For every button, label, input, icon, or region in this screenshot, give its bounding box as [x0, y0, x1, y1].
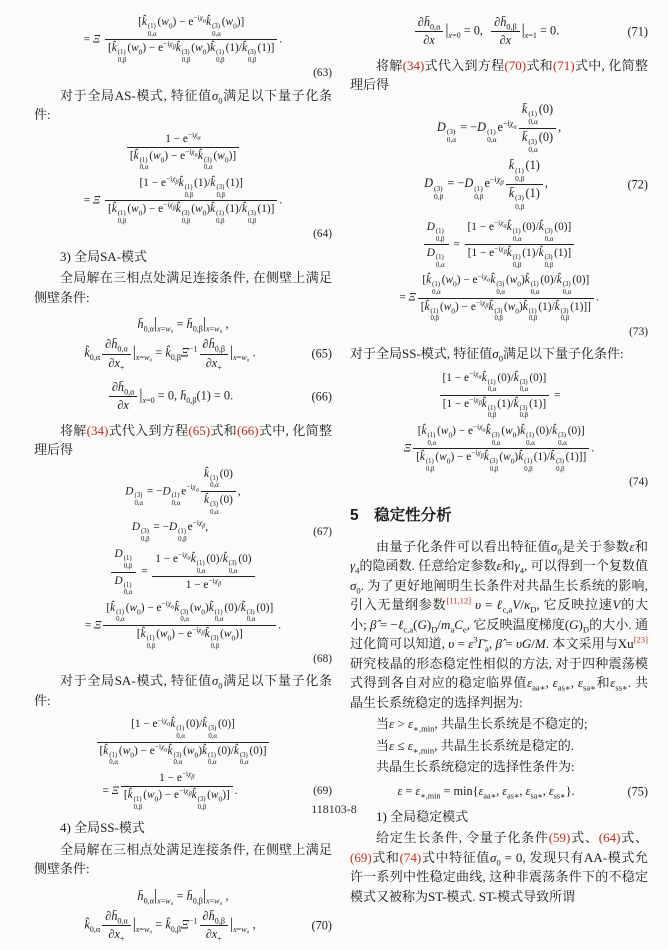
paragraph: 3) 全局SA-模式: [60, 248, 148, 264]
reference-link[interactable]: [11,12]: [446, 595, 472, 606]
paragraph: 4) 全局SS-模式: [60, 820, 145, 836]
equation: [34, 715, 332, 813]
reference-link[interactable]: (74): [399, 849, 422, 865]
equation-body: D (3) 0,β = −D (1) 0,β $e^{-i\chi_\beta}$ k̄ (1) 0,β (1) k̄ (3) 0,β (1) ,: [424, 158, 548, 211]
paragraph: 给定生长条件, 令量子化条件(59)式、(64)式、(69)式和(74)式中特征值$\sigma_0 = 0$, 发现只有AA-模式允许一系列中性稳定曲线, 这种非震荡条件下的不稳定模式又被称为ST-模式. ST-模式导致所谓: [350, 830, 648, 904]
equation-body: D (3) 0,β = −D (1) 0,β $e^{-i\chi_\beta}$,: [131, 518, 209, 543]
equation-number: (69): [313, 784, 332, 797]
reference-link[interactable]: (59): [548, 830, 571, 846]
equation: [34, 130, 332, 242]
equation: [34, 465, 332, 667]
equation: [350, 100, 648, 213]
equation: [34, 13, 332, 81]
paragraph: 当$\varepsilon \le \varepsilon_{∗,min}$, 共晶生长系统是稳定的.: [376, 737, 574, 756]
equation-number: (63): [313, 67, 332, 80]
equation: [34, 378, 332, 416]
equation-number: (73): [629, 325, 648, 338]
equation-number: (74): [629, 476, 648, 489]
equation-body: D (1) 0,β D (1) 0,α = [$1 - e^{-i\chi_\alpha}k̂$ (1) 0,α (0)/k̂ (3) 0,α (0)] [$1 - e^{-i\chi_\beta}k̂$ (1) 0,β (1)/k̂ (3) 0,β (1)]: [422, 220, 577, 269]
equation-body: $\varepsilon = \varepsilon_{∗,min} = \min\{\varepsilon_{aa∗}$, $\varepsilon_{as∗}$, $\varepsilon_{sa∗}$, $\varepsilon_{ss∗}$}.: [397, 784, 575, 801]
equation-number: (68): [313, 653, 332, 666]
equation: [350, 13, 648, 51]
paragraph: 由量子化条件可以看出特征值$\sigma_0$是关于参数ε和$\gamma_4$的隐函数. 任意给定参数ε和$\gamma_4$, 可以得到一个复数值$\sigma_0$. 为了更好地阐明生长条件对共晶生长系统的影响, 引入无量纲参数[11,12] $\upsilon = \ell_{c,a}V/\kappa_D$, 它反映拉速V的大小; β̂ = $-\ell_{c,a}(G)_D/m_aC_e$, 它反映温度梯度$(G)_D$的大小. 通过化简可以知道, $\upsilon = \varepsilon^3\Gammā_a$, β̂ = υG/M. 本文采用与Xu[23]研究枝晶的形态稳定性相似的方法, 对于四种震荡模式得到各自对应的稳定临界值$\varepsilon_{aa∗}$, $\varepsilon_{as∗}$, $\varepsilon_{sa∗}$和$\varepsilon_{ss∗}$. 共晶生长系统稳定的选择判据为:: [350, 538, 649, 710]
equation-body: = Ξ [k̂ (1) 0,α $(w_0)$ − $e^{-i\chi_\alpha}k̂$ (3) 0,α $(w_0)$] [k̂ (1) 0,β $(w_0)$ − $e^{-i\chi_\beta}k̂$ (3) 0,β $(w_0)k̂$ (1) 0,β (1)/k̂ (3) 0,β (1)] .: [83, 13, 283, 64]
paragraph: 将解(34)式代入到方程(65)式和(66)式中, 化简整理后得: [34, 422, 332, 458]
page-number: 118103-8: [311, 802, 357, 816]
reference-link[interactable]: (70): [504, 57, 527, 73]
reference-link[interactable]: (71): [552, 57, 575, 73]
equation: [350, 782, 648, 802]
reference-link[interactable]: (69): [350, 849, 372, 865]
equation-number: (67): [313, 525, 332, 538]
equation-body: [$1 - e^{-i\chi_\alpha}k̂$ (1) 0,α (0)/k̂ (3) 0,α (0)] [k̂ (1) 0,α $(w_0)$ − $e^{-i\chi_\alpha}k̂$ (3) 0,α $(w_0)k̂$ (1) 0,α (0)/k̂ (3) 0,α (0)]: [95, 717, 272, 766]
equation-body: $h̄_{0,\alpha}|_{x=w_0}$ = $h̄_{0,\beta}|_{x=w_0}$ ,: [137, 315, 229, 334]
equation-number: (72): [627, 176, 648, 191]
equation-body: D (1) 0,β D (1) 0,α = $1 - e^{-i\chi_\alpha}k̂$ (1) 0,α (0)/k̂ (3) 0,α (0) $1 - e^{-i\chi_\beta}$: [109, 547, 256, 596]
equation-body: $\frac{\partial h̄_{0,\alpha}}{\partial x}$ $|_{x=0} = 0$, $\frac{\partial h̄_{0,\beta}}{\partial x}$ $|_{x=1} = 0$.: [413, 15, 559, 49]
equation-body: D (3) 0,α = −D (1) 0,α $e^{-i\chi_\alpha}$ k̂ (1) 0,α (0) k̂ (3) 0,α (0) ,: [125, 467, 241, 516]
equation-body: = Ξ $1 - e^{-i\chi_\beta}$ [k̂ (1) 0,β $(w_0)$ − $e^{-i\chi_\beta}k̂$ (3) 0,β $(w_0)$] .: [102, 769, 238, 811]
equation-body: $h̄_{0,\alpha}|_{x=w_0}$ = $h̄_{0,\beta}|_{x=w_0}$ ,: [137, 886, 229, 906]
equation-body: $k̂_{0,\alpha}$ $\frac{\partial h̄_{0,\alpha}}{\partial x_+}$ $|_{x=w_0}$ = $k̂_{0,\beta}\Xi^{-1}$ $\frac{\partial h̄_{0,\beta}}{\partial x_+}$ $|_{x=w_0}$ .: [84, 337, 256, 373]
equation-body: = Ξ [$1 - e^{-i\chi_\beta}k̂$ (1) 0,β (1)/k̂ (3) 0,β (1)] [k̂ (1) 0,β $(w_0)$ − $e^{-i\chi_\beta}k̂$ (3) 0,β $(w_0)k̂$ (1) 0,β (1)/k̂ (3) 0,β (1)] .: [83, 174, 283, 225]
equation-body: = Ξ [k̂ (1) 0,α $(w_0)$ − $e^{-i\chi_\alpha}k̂$ (3) 0,α $(w_0)k̂$ (1) 0,α (0)/k̂ (3) 0,α (0)] [k̂ (1) 0,β $(w_0)$ − $e^{-i\chi_\beta}k̂$ (3) 0,β $(w_0)k̂$ (1) 0,β (1)/k̂ (3) 0,β (1)]] .: [399, 271, 599, 323]
paragraph: 全局解在三相点处满足连接条件, 在侧壁上满足侧壁条件:: [34, 841, 332, 877]
reference-link[interactable]: (64): [598, 830, 621, 846]
paragraph: 对于全局SA-模式, 特征值$\sigma_0$满足以下量子化条件:: [34, 673, 332, 708]
paragraph: 当$\varepsilon > \varepsilon_{∗,min}$, 共晶生长系统是不稳定的;: [376, 716, 588, 734]
equation-body: D (3) 0,α = −D (1) 0,α $e^{-i\chi_\alpha}$ k̄ (1) 0,α (0) k̄ (3) 0,α (0) ,: [436, 101, 562, 155]
paragraph: 对于全局AS-模式, 特征值$\sigma_0$满足以下量子化条件:: [34, 87, 332, 123]
equation-number: (64): [313, 228, 332, 241]
reference-link[interactable]: (34): [86, 422, 109, 438]
paragraph: 共晶生长系统稳定的选择性条件为:: [376, 759, 575, 775]
paragraph: 1) 全局稳定模式: [376, 808, 469, 824]
reference-link[interactable]: (65): [188, 422, 211, 438]
equation-number: (75): [627, 784, 648, 799]
paragraph: 对于全局SS-模式, 特征值$\sigma_0$满足以下量子化条件:: [350, 346, 624, 364]
section-heading: 5 稳定性分析: [350, 506, 452, 524]
equation: [34, 312, 332, 373]
equation: [34, 884, 332, 945]
equation-body: Ξ [k̂ (1) 0,α $(w_0)$ − $e^{-i\chi_\alpha}k̂$ (3) 0,α $(w_0)k̂$ (1) 0,α (0)/k̂ (3) 0,α (0)] [k̂ (1) 0,β $(w_0)$ − $e^{-i\chi_\beta}k̂$ (3) 0,β $(w_0)k̂$ (1) 0,β (1)/k̂ (3) 0,β (1)]] .: [403, 422, 595, 473]
reference-link[interactable]: [23]: [633, 634, 648, 645]
paragraph: 将解(34)式代入到方程(70)式和(71)式中, 化简整理后得: [350, 57, 648, 93]
equation-number: (65): [311, 346, 332, 361]
equation-body: [$1 - e^{-i\chi_\alpha}k̂$ (1) 0,α (0)/k̂ (3) 0,α (0)] [$1 - e^{-i\chi_\beta}k̂$ (1) 0,β (1)/k̂ (3) 0,β (1)] =: [438, 371, 561, 420]
equation-number: (70): [311, 918, 332, 933]
equation-body: $1 - e^{-i\chi_\alpha}$ [k̂ (1) 0,α $(w_0)$ − $e^{-i\chi_\alpha}k̂$ (3) 0,α $(w_0)$]: [125, 132, 241, 172]
equation-body: $\frac{\partial h̄_{0,\alpha}}{\partial x}$ $|_{x=0} = 0$, $h̄_{0,\beta}(1) = 0$.: [107, 380, 233, 414]
equation-number: (66): [311, 389, 332, 404]
equation: [350, 369, 648, 490]
equation-body: $k̂_{0,\alpha}$ $\frac{\partial h̄_{0,\alpha}}{\partial x_+}$ $|_{x=w_0}$ = $k̂_{0,\beta}\Xi^{-1}$ $\frac{\partial h̄_{0,\beta}}{\partial x_+}$ $|_{x=w_0}$ ,: [84, 908, 256, 944]
reference-link[interactable]: (66): [236, 422, 259, 438]
paragraph: 全局解在三相点处满足连接条件, 在侧壁上满足侧壁条件:: [34, 270, 332, 305]
reference-link[interactable]: (34): [402, 57, 425, 73]
equation: [350, 218, 648, 339]
equation-body: = Ξ [k̂ (1) 0,α $(w_0)$ − $e^{-i\chi_\alpha}k̂$ (3) 0,α $(w_0)k̂$ (1) 0,α (0)/k̂ (3) 0,α (0)] [k̂ (1) 0,β $(w_0)$ − $e^{-i\chi_\beta}k̂$ (3) 0,β $(w_0)$] .: [84, 599, 282, 650]
equation-number: (71): [627, 24, 648, 39]
